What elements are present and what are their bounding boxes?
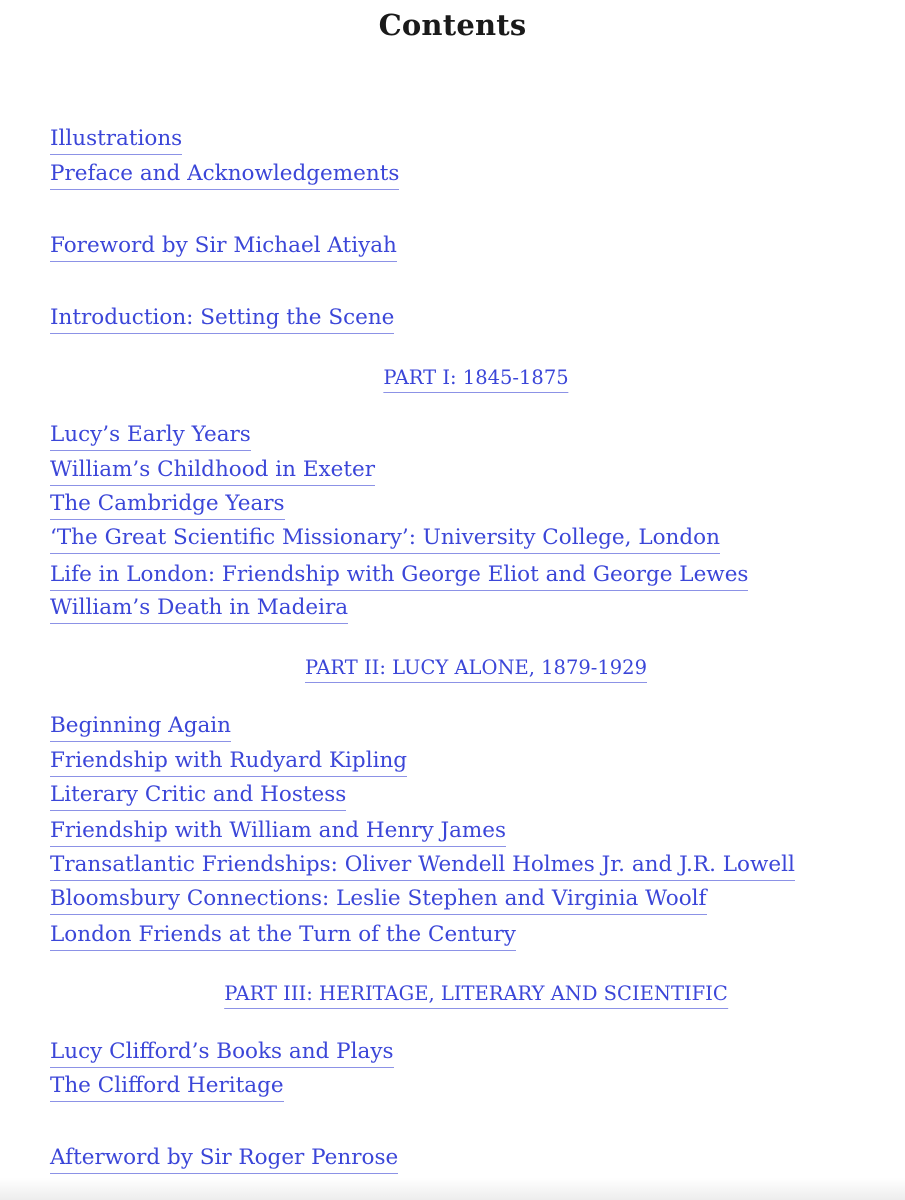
toc-link-preface[interactable]: Preface and Acknowledgements	[50, 159, 399, 190]
toc-link-chapter[interactable]: Bloomsbury Connections: Leslie Stephen and Virginia Woolf	[50, 884, 707, 915]
toc-link-chapter[interactable]: ‘The Great Scientific Missionary’: University College, London	[50, 523, 720, 554]
toc-link-introduction[interactable]: Introduction: Setting the Scene	[50, 303, 394, 334]
toc-link-chapter[interactable]: Friendship with Rudyard Kipling	[50, 746, 407, 777]
toc-link-chapter[interactable]: Beginning Again	[50, 711, 231, 742]
toc-link-illustrations[interactable]: Illustrations	[50, 124, 182, 155]
page-title: Contents	[378, 8, 527, 42]
toc-link-chapter[interactable]: London Friends at the Turn of the Century	[50, 920, 516, 951]
toc-link-chapter[interactable]: Literary Critic and Hostess	[50, 780, 346, 811]
toc-link-chapter[interactable]: The Cambridge Years	[50, 489, 285, 520]
toc-link-chapter[interactable]: Lucy Clifford’s Books and Plays	[50, 1037, 394, 1068]
toc-link-chapter[interactable]: William’s Death in Madeira	[50, 593, 348, 624]
toc-link-chapter[interactable]: The Clifford Heritage	[50, 1071, 284, 1102]
toc-link-chapter[interactable]: Lucy’s Early Years	[50, 420, 251, 451]
bottom-edge-shadow	[0, 1178, 905, 1200]
part-heading-link-2[interactable]: PART II: LUCY ALONE, 1879-1929	[305, 654, 647, 683]
toc-link-afterword[interactable]: Afterword by Sir Roger Penrose	[50, 1143, 398, 1174]
part-heading-link-1[interactable]: PART I: 1845-1875	[383, 364, 568, 393]
part-heading-link-3[interactable]: PART III: HERITAGE, LITERARY AND SCIENTIFIC	[224, 980, 728, 1009]
toc-link-chapter[interactable]: Life in London: Friendship with George Eliot and George Lewes	[50, 560, 748, 591]
toc-link-chapter[interactable]: Transatlantic Friendships: Oliver Wendell Holmes Jr. and J.R. Lowell	[50, 850, 795, 881]
toc-link-chapter[interactable]: Friendship with William and Henry James	[50, 816, 506, 847]
toc-link-foreword[interactable]: Foreword by Sir Michael Atiyah	[50, 231, 397, 262]
toc-link-chapter[interactable]: William’s Childhood in Exeter	[50, 455, 375, 486]
